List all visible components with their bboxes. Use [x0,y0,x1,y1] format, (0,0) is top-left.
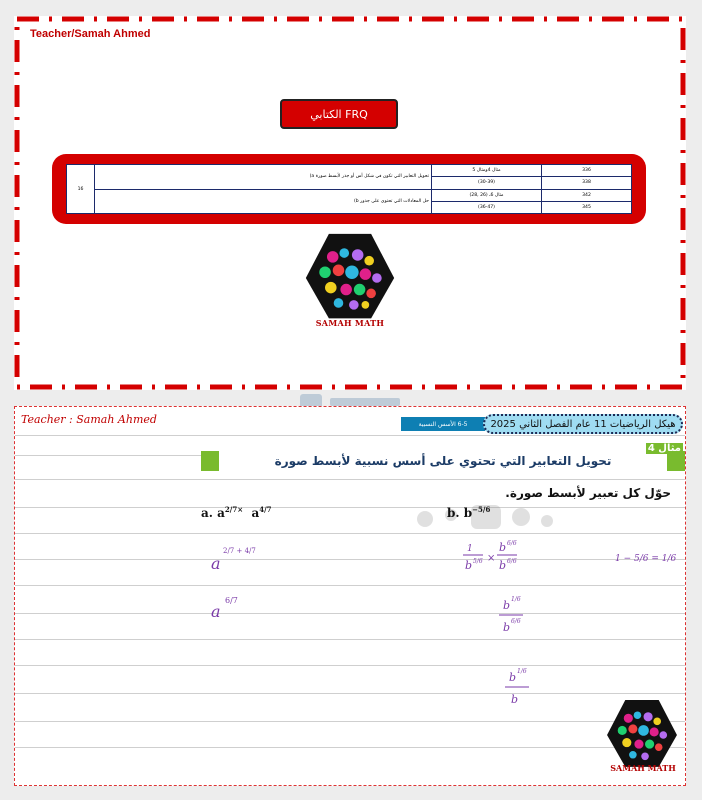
svg-text:a: a [211,554,221,573]
samah-math-logo [302,230,398,326]
slide-frq-overview [14,16,686,390]
svg-text:b: b [503,621,511,634]
svg-text:6/6: 6/6 [507,558,517,565]
topic-cell: حل المعادلات التي تحتوي على جذور b) [95,189,432,214]
frq-table-frame [52,154,646,224]
ruled-line [15,721,685,722]
page-cell: 338 [542,177,632,189]
teacher-name: Teacher : Samah Ahmed [21,413,157,426]
ruled-line [15,435,685,436]
ruled-line [15,507,685,508]
logo-caption: SAMAH MATH [610,763,676,773]
svg-text:1: 1 [467,544,473,554]
table-row [67,165,632,177]
svg-text:a: a [211,602,221,621]
svg-text:b: b [503,599,511,612]
svg-text:6/7: 6/7 [225,596,238,605]
problem-a-base: a [217,506,225,520]
page-cell: 345 [542,201,632,213]
lesson-title: هيكل الرياضيات 11 عام الفصل الثاني 2025 [483,414,683,434]
problem-b-base: b [463,506,473,520]
problem-b [447,505,490,520]
svg-text:1/6: 1/6 [517,668,527,675]
svg-text:1/6: 1/6 [511,596,521,603]
page-cell: 336 [542,165,632,177]
lesson-tag: 6-5 الأسس النسبية [401,417,485,431]
section-title: تحويل التعابير التي تحتوي على أسس نسبية لأبسط صورة [219,451,667,471]
problem-a [201,505,272,520]
ruled-line [15,747,685,748]
instruction-text: حوّل كل تعبير لأبسط صورة. [505,486,671,500]
problem-b-label: b. [447,506,460,520]
slide-example-4 [14,406,686,786]
example-cell: مثال 6ـ (26 ,28) [432,189,542,201]
problem-a-label: a. [201,506,213,520]
handwritten-work-b [459,537,689,717]
logo-caption: SAMAH MATH [315,318,385,328]
frq-table [66,164,632,214]
table-row [67,189,632,201]
number-cell: 16 [67,165,95,214]
section-bar [201,443,685,471]
lesson-header [401,414,683,434]
svg-text:1 − 5/6 = 1/6: 1 − 5/6 = 1/6 [615,554,677,564]
samah-math-logo [604,697,680,773]
page-cell: 342 [542,189,632,201]
handwritten-work-a [205,539,265,629]
svg-text:b: b [499,559,507,572]
problem-a-mult: × [237,505,244,514]
topic-cell: تحويل التعابير التي تكون في شكل أس أو جذر لأبسط صورة a) [95,165,432,190]
svg-text:2/7 + 4/7: 2/7 + 4/7 [223,547,256,555]
svg-text:5/6: 5/6 [473,558,483,565]
problem-a-exp1: 2/7 [224,505,238,514]
example-cell: (36-47) [432,201,542,213]
svg-text:b: b [509,671,517,684]
frq-table-container [66,164,632,214]
teacher-name: Teacher/Samah Ahmed [30,28,151,40]
problem-a-base-2: a [251,506,260,520]
ruled-line [15,479,685,480]
frq-button[interactable]: الكتابي FRQ [280,99,398,129]
svg-text:×: × [487,553,496,564]
svg-text:6/6: 6/6 [507,540,517,547]
ruled-line [15,533,685,534]
svg-text:b: b [511,693,519,706]
problem-a-exp2: 4/7 [259,505,272,514]
svg-text:b: b [465,559,473,572]
svg-text:b: b [499,541,507,554]
example-cell: (30-39) [432,177,542,189]
svg-text:6/6: 6/6 [511,618,521,625]
example-cell: مثال 4ومثال 5 [432,165,542,177]
problem-b-exp: −5/6 [472,505,491,514]
example-label: مثال 4 [647,443,681,454]
